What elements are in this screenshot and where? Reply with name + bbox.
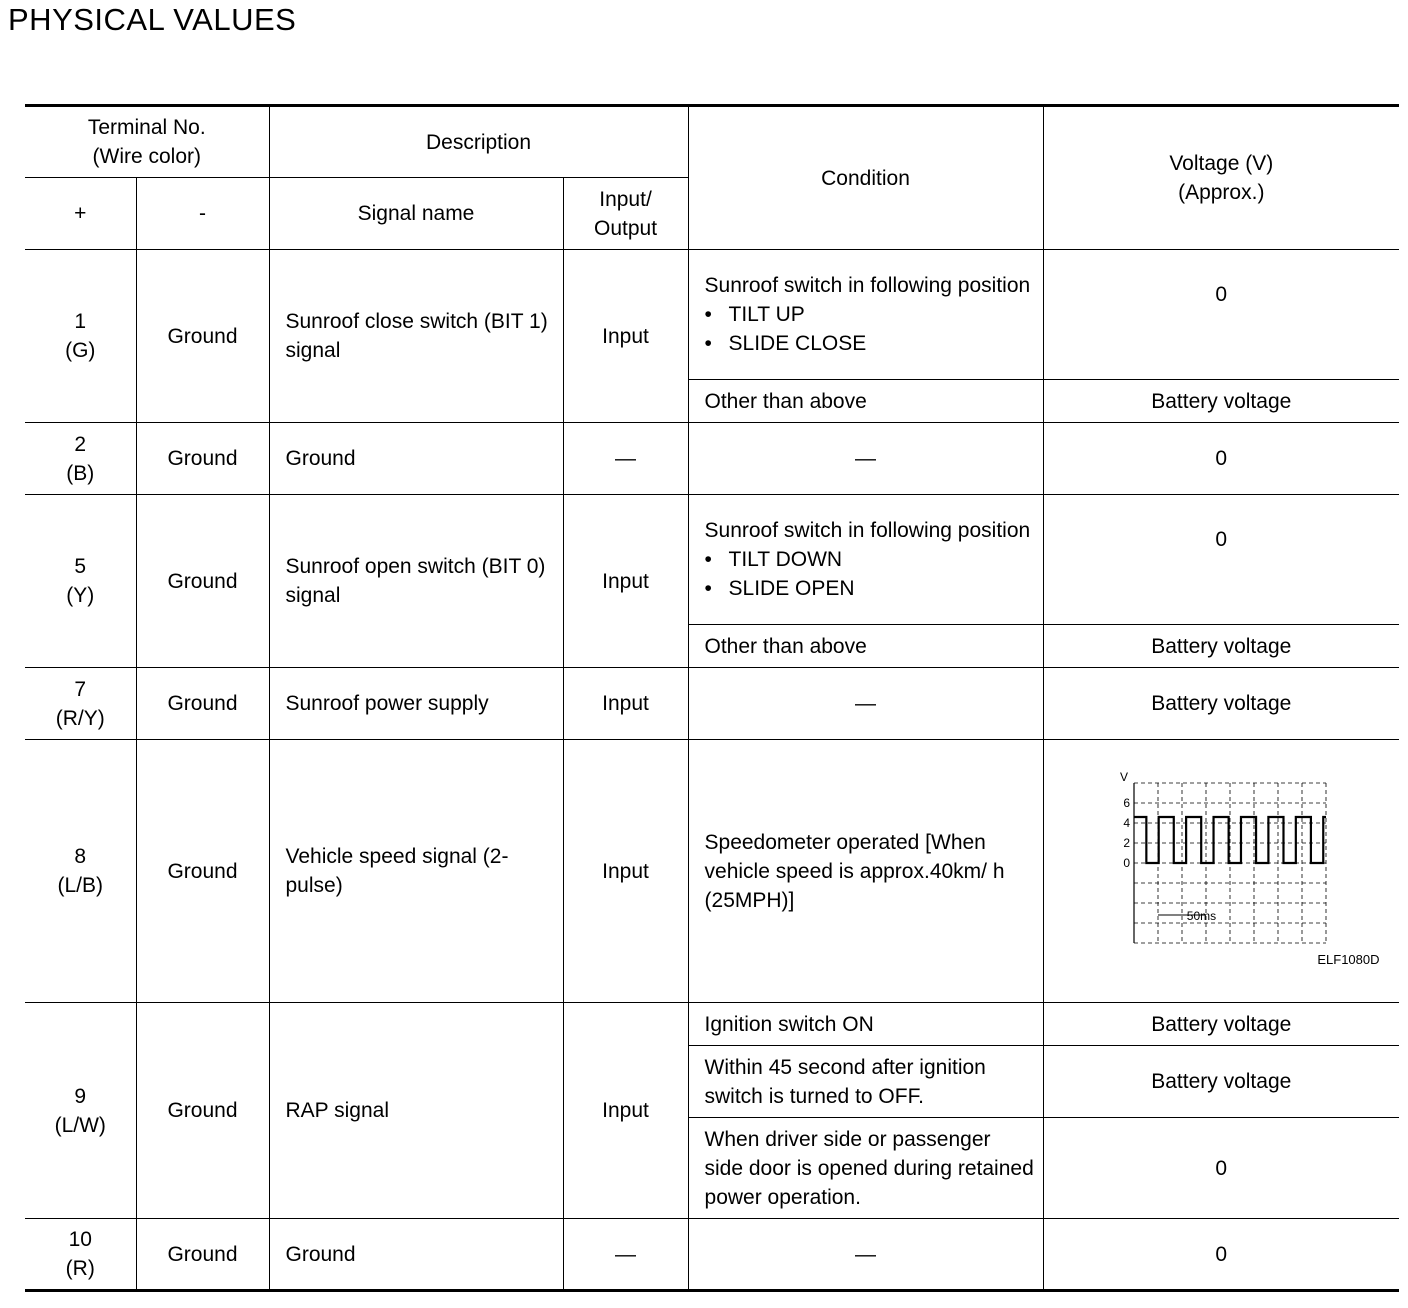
condition-cell (688, 625, 1043, 668)
condition-text: Other than above (704, 634, 867, 658)
condition-text: Sunroof switch in following position (704, 519, 1031, 542)
condition-cell (688, 495, 1043, 625)
header-io: Input/ Output (563, 178, 688, 250)
condition-bullets (705, 545, 1035, 603)
condition-cell (688, 250, 1043, 380)
bullet-item: • SLIDE OPEN (705, 574, 1035, 603)
condition-cell (688, 740, 1043, 1003)
voltage-cell: Battery voltage (1043, 1003, 1399, 1046)
io-cell: Input (563, 740, 688, 1003)
voltage-cell: Battery voltage (1043, 625, 1399, 668)
io-cell: Input (563, 1003, 688, 1219)
time-marker-label: 50ms (1186, 908, 1216, 923)
condition-text: Sunroof switch in following position (704, 274, 1031, 297)
condition-text: When driver side or passenger side door is opened during retained power operation. (704, 1127, 1034, 1209)
bullet-item: • SLIDE CLOSE (705, 329, 1035, 358)
header-voltage: Voltage (V) (Approx.) (1043, 106, 1399, 250)
terminal-cell: 7 (R/Y) (25, 668, 136, 740)
condition-cell (688, 1003, 1043, 1046)
voltage-cell: Battery voltage (1043, 668, 1399, 740)
condition-text: — (855, 1242, 877, 1266)
physical-values-table (25, 104, 1399, 1292)
signal-name-cell: Sunroof close switch (BIT 1) signal (269, 250, 563, 423)
signal-name-cell: Vehicle speed signal (2-pulse) (269, 740, 563, 1003)
voltage-cell: 0 (1043, 495, 1399, 625)
signal-name-cell: Ground (269, 1219, 563, 1291)
condition-text: Speedometer operated [When vehicle speed is approx.40km/ h (25MPH)] (704, 830, 1005, 912)
signal-name-cell: Ground (269, 423, 563, 495)
minus-cell: Ground (136, 1003, 269, 1219)
condition-cell (688, 1046, 1043, 1118)
table-row (25, 740, 1399, 1003)
voltage-cell: 0 (1043, 250, 1399, 380)
voltage-cell: 0 (1043, 1219, 1399, 1291)
signal-name-cell: Sunroof power supply (269, 668, 563, 740)
voltage-cell (1043, 740, 1399, 1003)
voltage-cell: Battery voltage (1043, 1046, 1399, 1118)
condition-text: — (855, 447, 877, 470)
io-cell: — (563, 1219, 688, 1291)
voltage-cell: Battery voltage (1043, 380, 1399, 423)
y-tick-label: 0 (1122, 855, 1130, 870)
table-row (25, 495, 1399, 625)
minus-cell: Ground (136, 1219, 269, 1291)
table-row (25, 250, 1399, 380)
signal-name-cell: Sunroof open switch (BIT 0) signal (269, 495, 563, 668)
terminal-cell: 9 (L/W) (25, 1003, 136, 1219)
io-cell: — (563, 423, 688, 495)
minus-cell: Ground (136, 668, 269, 740)
header-plus: + (25, 178, 136, 250)
table-row (25, 1003, 1399, 1046)
header-terminal: Terminal No. (Wire color) (25, 106, 269, 178)
terminal-cell: 5 (Y) (25, 495, 136, 668)
figure-code: ELF1080D (1317, 951, 1380, 967)
waveform-figure (1100, 769, 1380, 974)
condition-bullets (705, 300, 1035, 358)
header-condition: Condition (688, 106, 1043, 250)
y-tick-label: 6 (1122, 795, 1130, 810)
y-tick-label: 2 (1122, 835, 1130, 850)
terminal-cell: 8 (L/B) (25, 740, 136, 1003)
bullet-item: • TILT DOWN (705, 545, 1035, 574)
voltage-cell: 0 (1043, 1118, 1399, 1219)
minus-cell: Ground (136, 495, 269, 668)
table-row (25, 1219, 1399, 1291)
table-row (25, 423, 1399, 495)
terminal-cell: 2 (B) (25, 423, 136, 495)
io-cell: Input (563, 495, 688, 668)
condition-text: — (855, 692, 877, 715)
header-signal-name: Signal name (269, 178, 563, 250)
header-description: Description (269, 106, 688, 178)
bullet-item: • TILT UP (705, 300, 1035, 329)
condition-cell (688, 1219, 1043, 1291)
voltage-cell: 0 (1043, 423, 1399, 495)
table-row (25, 668, 1399, 740)
io-cell: Input (563, 668, 688, 740)
header-minus: - (136, 178, 269, 250)
y-tick-label: 4 (1122, 815, 1130, 830)
condition-cell (688, 668, 1043, 740)
waveform-graph (1100, 769, 1380, 959)
condition-cell (688, 423, 1043, 495)
terminal-cell: 10 (R) (25, 1219, 136, 1291)
condition-cell (688, 1118, 1043, 1219)
signal-name-cell: RAP signal (269, 1003, 563, 1219)
condition-cell (688, 380, 1043, 423)
condition-text: Within 45 second after ignition switch is turned to OFF. (704, 1055, 986, 1108)
minus-cell: Ground (136, 423, 269, 495)
condition-text: Other than above (704, 389, 867, 413)
minus-cell: Ground (136, 250, 269, 423)
minus-cell: Ground (136, 740, 269, 1003)
y-unit-label: V (1119, 769, 1128, 784)
io-cell: Input (563, 250, 688, 423)
condition-text: Ignition switch ON (704, 1012, 874, 1036)
terminal-cell: 1 (G) (25, 250, 136, 423)
page-title: PHYSICAL VALUES (8, 2, 297, 37)
